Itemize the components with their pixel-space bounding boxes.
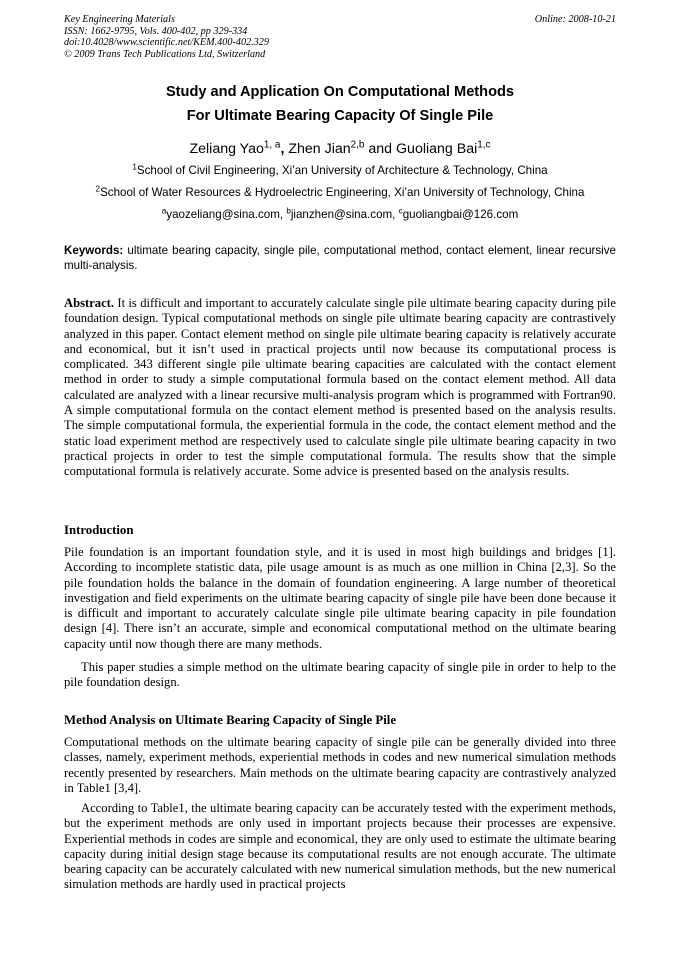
keywords-text: ultimate bearing capacity, single pile, computational method, contact element, linear recursive multi-analysis. xyxy=(64,244,616,272)
journal-name: Key Engineering Materials xyxy=(64,14,175,25)
doi-line: doi:10.4028/www.scientific.net/KEM.400-402.329 xyxy=(64,37,269,49)
author-and: and xyxy=(364,141,397,157)
affiliation-text: School of Water Resources & Hydroelectric Engineering, Xi’an University of Technology, China xyxy=(100,186,585,199)
email-text: guoliangbai@126.com xyxy=(402,208,519,221)
email-sup: a xyxy=(161,206,167,216)
abstract-text: It is difficult and important to accurately calculate single pile ultimate bearing capacity during pile foundation design. Typical computational methods on single pile ultimate bearing capacity are contrastively analyzed in this paper. Contact element method on single pile ultimate bearing capacity is relatively accurate and economical, but it isn’t used in practical projects until now because its computational process is complicated. 343 different single pile ultimate bearing capacities are calculated with the contact element method in order to study a simple computational formula based on the contact element method. All data calculated are analyzed with a linear recursive multi-analysis program which is programmed with Fortran90. A simple computational formula on the contact element method is presented based on the analysis results. The simple computational formula, the experiential formula in the code, the contact element method and the static load experiment method are respectively used to calculate single pile ultimate bearing capacity in two practical projects in order to test the simple computational formula. The results show that the simple computational formula is relatively accurate. Some advice is presented based on the analysis results. xyxy=(64,296,616,479)
keywords xyxy=(64,243,616,273)
author-name: Zhen Jian xyxy=(288,141,351,157)
author-affil-sup: 2,b xyxy=(350,139,365,151)
copyright-line: © 2009 Trans Tech Publications Ltd, Switzerland xyxy=(64,48,266,60)
introduction-paragraph-1: Pile foundation is an important foundation style, and it is used in most high buildings and bridges [1]. According to incomplete statistic data, pile usage amount is as much as one million in China [2,3]. So the pile foundation holds the balance in the domain of foundation engineering. A large number of theoretical investigation and field experiments on the ultimate bearing capacity of single pile have been done because it is difficult and important to accurately calculate single pile ultimate bearing capacity in pile foundation design [4]. There isn’t an accurate, simple and economical computational method on the ultimate bearing capacity until now though there are many methods. xyxy=(64,545,616,651)
method-heading: Method Analysis on Ultimate Bearing Capacity of Single Pile xyxy=(64,713,397,727)
affiliation-2 xyxy=(50,186,630,199)
email-text: yaozeliang@sina.com, xyxy=(166,208,287,221)
email-text: jianzhen@sina.com, xyxy=(290,208,399,221)
introduction-paragraph-2: This paper studies a simple method on the ultimate bearing capacity of single pile in order to help to the pile foundation design. xyxy=(64,660,616,690)
email-sup: b xyxy=(286,206,291,216)
email-list xyxy=(50,208,630,221)
method-paragraph-2: According to Table1, the ultimate bearing capacity can be accurately tested with the experiment methods, but the experiment methods are only used in important projects because their processes are expensive. Experiential methods in codes are simple and economical, they are only used to estimate the ultimate bearing capacity during initial design stage because its computational results are not enough accurate. The ultimate bearing capacity can be accurately calculated with new numerical simulation methods, but the new numerical simulation methods are hardly used in practical projects xyxy=(64,801,616,892)
affiliation-text: School of Civil Engineering, Xi’an University of Architecture & Technology, China xyxy=(136,164,548,177)
issn-line: ISSN: 1662-9795, Vols. 400-402, pp 329-334 xyxy=(64,25,248,37)
author-name: Guoliang Bai xyxy=(396,141,478,157)
paper-title-line-2: For Ultimate Bearing Capacity Of Single Pile xyxy=(186,108,494,124)
author-separator: , xyxy=(280,141,289,157)
email-sup: c xyxy=(398,206,403,216)
author-affil-sup: 1, a xyxy=(263,139,281,151)
affiliation-sup: 1 xyxy=(132,162,137,172)
affiliation-sup: 2 xyxy=(95,184,101,194)
abstract-label: Abstract. xyxy=(64,296,115,310)
online-date: Online: 2008-10-21 xyxy=(534,14,616,25)
keywords-label: Keywords: xyxy=(64,244,124,257)
journal-header xyxy=(64,14,616,60)
author-affil-sup: 1,c xyxy=(477,139,491,151)
paper-title-line-1: Study and Application On Computational Methods xyxy=(165,84,515,100)
author-name: Zeliang Yao xyxy=(189,141,264,157)
introduction-heading: Introduction xyxy=(64,523,134,537)
author-list xyxy=(64,141,616,157)
method-paragraph-1: Computational methods on the ultimate bearing capacity of single pile can be generally divided into three classes, namely, experiment methods, experiential methods in codes and new numerical simulation methods recently presented by researchers. Main methods on the ultimate bearing capacity are contrastively analyzed in Table1 [3,4]. xyxy=(64,735,616,795)
abstract xyxy=(64,296,616,480)
affiliation-1 xyxy=(50,164,630,177)
